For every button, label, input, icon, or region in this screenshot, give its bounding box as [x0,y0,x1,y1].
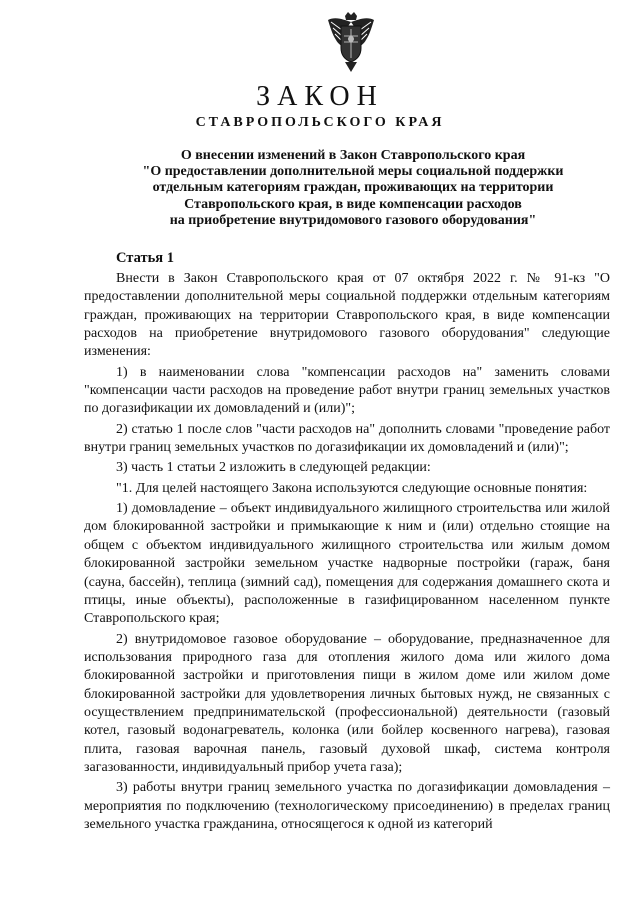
stavropol-coat-of-arms-icon [326,12,376,72]
document-heading [108,148,598,229]
article-paragraph: Внести в Закон Ставропольского края от 07 октября 2022 г. № 91-кз "О предоставлении дополнительной меры социальной поддержки отдельным категориям граждан, проживающих на территории Ставропольского края, в виде компенсации расходов на приобретение внутридомового газового оборудования" следующие изменения: [84,271,610,360]
article-paragraph: 3) часть 1 статьи 2 изложить в следующей редакции: [116,460,431,476]
heading-line: "О предоставлении дополнительной меры социальной поддержки [142,164,564,180]
article-paragraph: 2) внутридомовое газовое оборудование – оборудование, предназначенное для использования природного газа для отопления жилого дома или жилого дома блокированной застройки и приготовления пищи в жилом доме или жилом доме блокированной застройки для удовлетворения личных бытовых нужд, не связанных с осуществлением предпринимательской (профессиональной) деятельности (газовый котел, газовый водонагреватель, колонка (или бойлер косвенного нагрева), газовая плита, газовая варочная панель, газовый духовой шкаф, система контроля загазованности, индивидуальный прибор учета газа); [84,631,610,775]
article-title: Статья 1 [116,250,174,266]
article-paragraph: "1. Для целей настоящего Закона используются следующие основные понятия: [116,480,588,496]
article-paragraph: 1) в наименовании слова "компенсации расходов на" заменить словами "компенсации части расходов на проведение работ внутри границ земельных участков по догазификации их домовладений и (или)"; [84,364,610,417]
law-title: ЗАКОН [256,81,384,112]
heading-line: на приобретение внутридомового газового оборудования" [169,212,537,228]
article-paragraph: 3) работы внутри границ земельного участка по догазификации домовладения – мероприятия по подключению (технологическому присоединению) в пределах границ земельного участка гражданина, относящегося к одной из категорий [84,780,610,832]
article-paragraph: 2) статью 1 после слов "части расходов на" дополнить словами "проведение работ внутри границ земельных участков по догазификации их домовладений и (или)"; [84,421,610,456]
heading-line: отдельным категориям граждан, проживающих на территории [152,180,554,196]
law-subtitle: СТАВРОПОЛЬСКОГО КРАЯ [195,115,445,130]
heading-line: О внесении изменений в Закон Ставропольского края [180,148,526,163]
heading-line: Ставропольского края, в виде компенсации расходов [184,196,522,212]
article-paragraph: 1) домовладение – объект индивидуального жилищного строительства или жилой дом блокированной застройки и примыкающие к ним и (или) отдельно стоящие на общем с объектом индивидуального жилищного строительства или жилым домом блокированной застройки земельном участке надворные постройки (гараж, баня (сауна, бассейн), теплица (зимний сад), помещения для содержания домашнего скота и птицы, иные объекты), расположенные в газифицированном населенном пункте Ставропольского края; [84,501,610,627]
article-body [84,270,610,834]
